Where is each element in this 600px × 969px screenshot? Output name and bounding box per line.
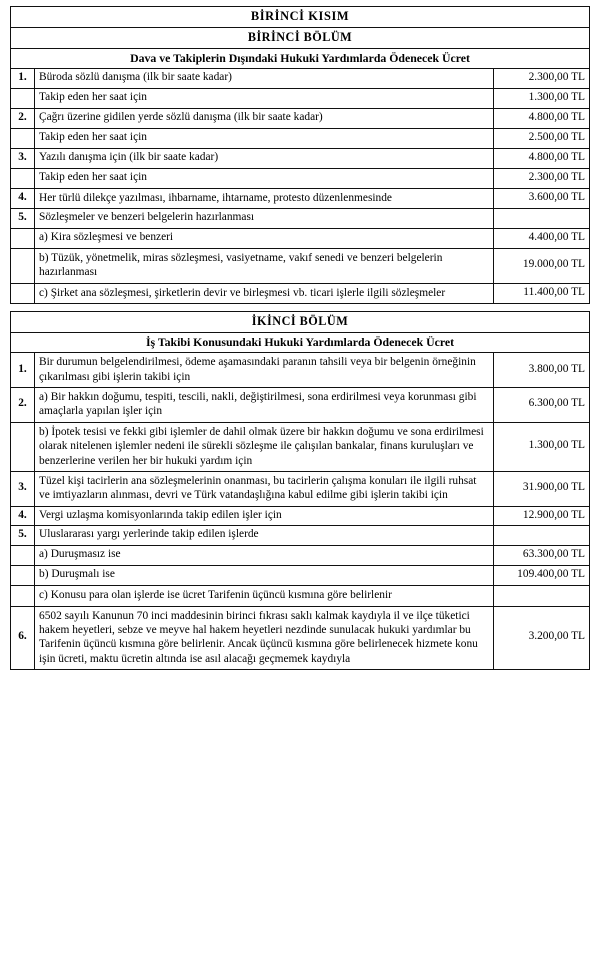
row-fee: 63.300,00 TL (493, 546, 589, 566)
table-row (11, 526, 590, 546)
row-description: Uluslararası yargı yerlerinde takip edilen işlerde (35, 526, 494, 546)
row-description: Vergi uzlaşma komisyonlarında takip edilen işler için (35, 506, 494, 526)
section-two-heading: İş Takibi Konusundaki Hukuki Yardımlarda Ödenecek Ücret (11, 332, 590, 352)
row-fee (494, 209, 590, 229)
row-description: a) Kira sözleşmesi ve benzeri (35, 229, 494, 249)
table-row (11, 168, 590, 188)
table-row (11, 586, 590, 606)
row-number: 5. (11, 209, 35, 229)
row-description: Takip eden her saat için (35, 168, 494, 188)
row-number (11, 89, 35, 109)
row-fee: 2.500,00 TL (494, 129, 590, 149)
table-row (11, 388, 590, 423)
table-row (11, 89, 590, 109)
part-title: BİRİNCİ KISIM (11, 7, 590, 28)
row-fee (493, 526, 589, 546)
table-row (11, 546, 590, 566)
section-one-heading-row (11, 49, 590, 69)
part-title-row (11, 7, 590, 28)
row-fee: 19.000,00 TL (494, 249, 590, 284)
row-number (11, 422, 35, 471)
row-fee: 6.300,00 TL (493, 388, 589, 423)
row-description: Takip eden her saat için (35, 129, 494, 149)
row-fee: 3.200,00 TL (493, 606, 589, 669)
row-number (11, 129, 35, 149)
table-row (11, 69, 590, 89)
row-description: c) Şirket ana sözleşmesi, şirketlerin devir ve birleşmesi vb. ticari işlerle ilgili sözleşmeler (35, 283, 494, 303)
row-number (11, 229, 35, 249)
row-fee: 3.600,00 TL (494, 188, 590, 208)
row-number (11, 586, 35, 606)
row-number (11, 566, 35, 586)
row-number: 2. (11, 388, 35, 423)
row-description: Çağrı üzerine gidilen yerde sözlü danışma (ilk bir saate kadar) (35, 109, 494, 129)
row-number: 4. (11, 188, 35, 208)
row-description: b) İpotek tesisi ve fekki gibi işlemler de dahil olmak üzere bir hakkın doğumu ve sona erdirilmesi olarak nitelenen işlemler nedeni ile sürekli sözleşme ile çalışılan bankalar, finans kuruluşları ve benzerlerine verilen her bir hukuki yardım için (35, 422, 494, 471)
row-fee: 1.300,00 TL (493, 422, 589, 471)
row-description: Tüzel kişi tacirlerin ana sözleşmelerinin onanması, bu tacirlerin çalışma konuları ile ilgili ruhsat ve imtiyazların alınması, devri ve Türk vatandaşlığına kabul edilme gibi işlerin takibi için (35, 471, 494, 506)
row-description: b) Tüzük, yönetmelik, miras sözleşmesi, vasiyetname, vakıf senedi ve benzeri belgelerin hazırlanması (35, 249, 494, 284)
row-fee: 2.300,00 TL (494, 69, 590, 89)
section-two-title-row (11, 312, 590, 333)
table-row (11, 566, 590, 586)
row-description: Yazılı danışma için (ilk bir saate kadar) (35, 149, 494, 169)
row-fee: 4.400,00 TL (494, 229, 590, 249)
table-row (11, 422, 590, 471)
row-fee: 109.400,00 TL (493, 566, 589, 586)
row-fee (493, 586, 589, 606)
row-number: 6. (11, 606, 35, 669)
section-two-heading-row (11, 332, 590, 352)
row-number: 5. (11, 526, 35, 546)
table-row (11, 249, 590, 284)
row-description: Her türlü dilekçe yazılması, ihbarname, ihtarname, protesto düzenlenmesinde (35, 188, 494, 208)
row-description: 6502 sayılı Kanunun 70 inci maddesinin birinci fıkrası saklı kalmak kaydıyla il ve ilçe tüketici hakem heyetleri, sebze ve meyve hal hakem heyetleri nezdinde sunulacak hukuki yardımlar bu Tarifenin üçüncü kısmına göre belirlenir. Ancak üçüncü kısmına göre belirlenecek hizmete konu işin ücreti, maktu ücretin altında ise asıl alacağı geçmemek kaydıyla (35, 606, 494, 669)
row-fee: 4.800,00 TL (494, 109, 590, 129)
section-one-heading: Dava ve Takiplerin Dışındaki Hukuki Yardımlarda Ödenecek Ücret (11, 49, 590, 69)
table-row (11, 188, 590, 208)
table-row (11, 506, 590, 526)
section-one-title-row (11, 28, 590, 49)
row-fee: 1.300,00 TL (494, 89, 590, 109)
table-row (11, 471, 590, 506)
row-description: Sözleşmeler ve benzeri belgelerin hazırlanması (35, 209, 494, 229)
row-number: 4. (11, 506, 35, 526)
row-number: 3. (11, 471, 35, 506)
row-description: Büroda sözlü danışma (ilk bir saate kadar) (35, 69, 494, 89)
table-row (11, 353, 590, 388)
section-two-title: İKİNCİ BÖLÜM (11, 312, 590, 333)
row-description: Takip eden her saat için (35, 89, 494, 109)
table-row (11, 109, 590, 129)
row-fee: 2.300,00 TL (494, 168, 590, 188)
table-row (11, 129, 590, 149)
row-description: b) Duruşmalı ise (35, 566, 494, 586)
table-row (11, 209, 590, 229)
row-fee: 4.800,00 TL (494, 149, 590, 169)
row-fee: 31.900,00 TL (493, 471, 589, 506)
section-spacer (10, 304, 590, 311)
fee-schedule-table-part-one (10, 6, 590, 304)
table-row (11, 149, 590, 169)
row-number (11, 283, 35, 303)
row-description: a) Duruşmasız ise (35, 546, 494, 566)
row-fee: 11.400,00 TL (494, 283, 590, 303)
row-number: 3. (11, 149, 35, 169)
table-row (11, 283, 590, 303)
row-description: Bir durumun belgelendirilmesi, ödeme aşamasındaki paranın tahsili veya bir belgenin örneğinin çıkarılması gibi işlerin takibi için (35, 353, 494, 388)
table-row (11, 606, 590, 669)
row-number (11, 168, 35, 188)
row-number: 1. (11, 353, 35, 388)
fee-schedule-table-part-two (10, 311, 590, 670)
row-fee: 12.900,00 TL (493, 506, 589, 526)
row-fee: 3.800,00 TL (493, 353, 589, 388)
table-row (11, 229, 590, 249)
row-number: 2. (11, 109, 35, 129)
row-number (11, 546, 35, 566)
row-description: a) Bir hakkın doğumu, tespiti, tescili, nakli, değiştirilmesi, sona erdirilmesi veya korunması gibi amaçlarla yapılan işler için (35, 388, 494, 423)
row-number (11, 249, 35, 284)
section-one-title: BİRİNCİ BÖLÜM (11, 28, 590, 49)
row-description: c) Konusu para olan işlerde ise ücret Tarifenin üçüncü kısmına göre belirlenir (35, 586, 494, 606)
row-number: 1. (11, 69, 35, 89)
